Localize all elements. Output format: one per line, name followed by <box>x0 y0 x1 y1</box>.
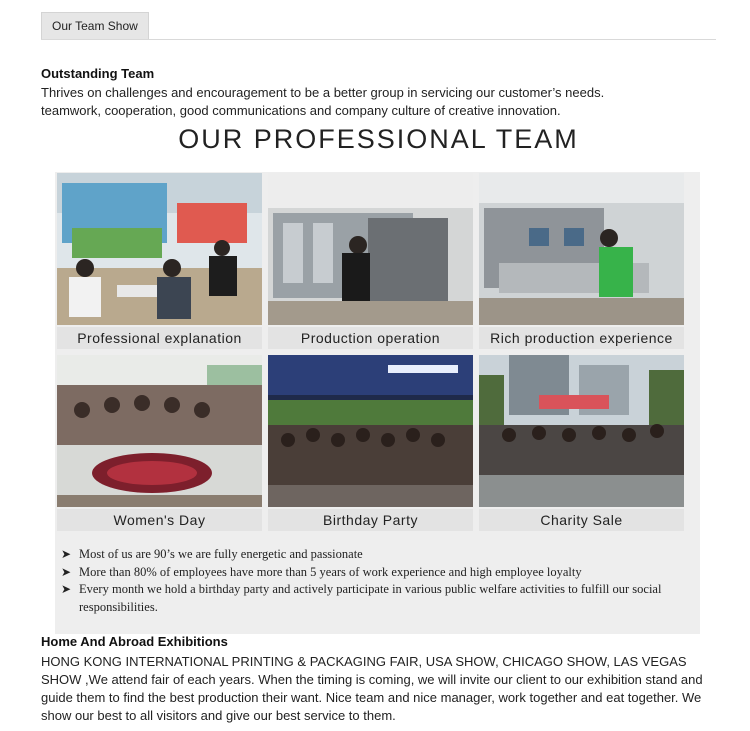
tab-bar <box>41 12 716 40</box>
photo-professional-explanation <box>57 173 262 325</box>
tab-our-team-show[interactable]: Our Team Show <box>41 12 149 39</box>
poster-bullet: ➤ More than 80% of employees have more than 5 years of work experience and high employee loyalty <box>61 564 701 582</box>
team-description-line-1: Thrives on challenges and encouragement to be a better group in servicing our customer’s needs. <box>41 85 605 100</box>
caption-womens-day: Women's Day <box>57 509 262 531</box>
photo-production-operation <box>268 173 473 325</box>
arrow-right-icon: ➤ <box>61 582 72 596</box>
team-description-line-2: teamwork, cooperation, good communications and company culture of creative innovation. <box>41 103 561 118</box>
arrow-right-icon: ➤ <box>61 547 72 561</box>
photo-cell-rich-production-experience <box>479 173 684 350</box>
photo-cell-womens-day <box>57 355 262 532</box>
poster-bullet: ➤ Every month we hold a birthday party and actively participate in various public welfare activities to fulfill our social responsibilities. <box>61 582 662 614</box>
caption-rich-production-experience: Rich production experience <box>479 327 684 349</box>
poster-bullet: ➤ Most of us are 90’s we are fully energetic and passionate <box>61 546 701 564</box>
exhibitions-description: HONG KONG INTERNATIONAL PRINTING & PACKAGING FAIR, USA SHOW, CHICAGO SHOW, LAS VEGAS SHOW ,We attend fair of each years. When the timing is coming, we will invite our client to our exhibition stand and guide them to find the best production their want. Nice team and nice manager, work together and eat together. We show our best to all visitors and give our best service to them. <box>41 654 703 723</box>
section-heading-exhibitions: Home And Abroad Exhibitions <box>41 634 228 649</box>
arrow-right-icon: ➤ <box>61 564 72 579</box>
photo-rich-production-experience <box>479 173 684 325</box>
poster-title: OUR PROFESSIONAL TEAM <box>178 124 579 154</box>
photo-charity-sale <box>479 355 684 507</box>
caption-charity-sale: Charity Sale <box>479 509 684 531</box>
poster-bullet-list <box>61 546 701 616</box>
caption-birthday-party: Birthday Party <box>268 509 473 531</box>
photo-cell-professional-explanation <box>57 173 262 350</box>
photo-womens-day <box>57 355 262 507</box>
photo-birthday-party <box>268 355 473 507</box>
caption-professional-explanation: Professional explanation <box>57 327 262 349</box>
team-poster <box>41 120 716 630</box>
section-heading-team: Outstanding Team <box>41 66 155 81</box>
photo-cell-charity-sale <box>479 355 684 532</box>
photo-cell-production-operation <box>268 173 473 350</box>
caption-production-operation: Production operation <box>268 327 473 349</box>
photo-cell-birthday-party <box>268 355 473 532</box>
